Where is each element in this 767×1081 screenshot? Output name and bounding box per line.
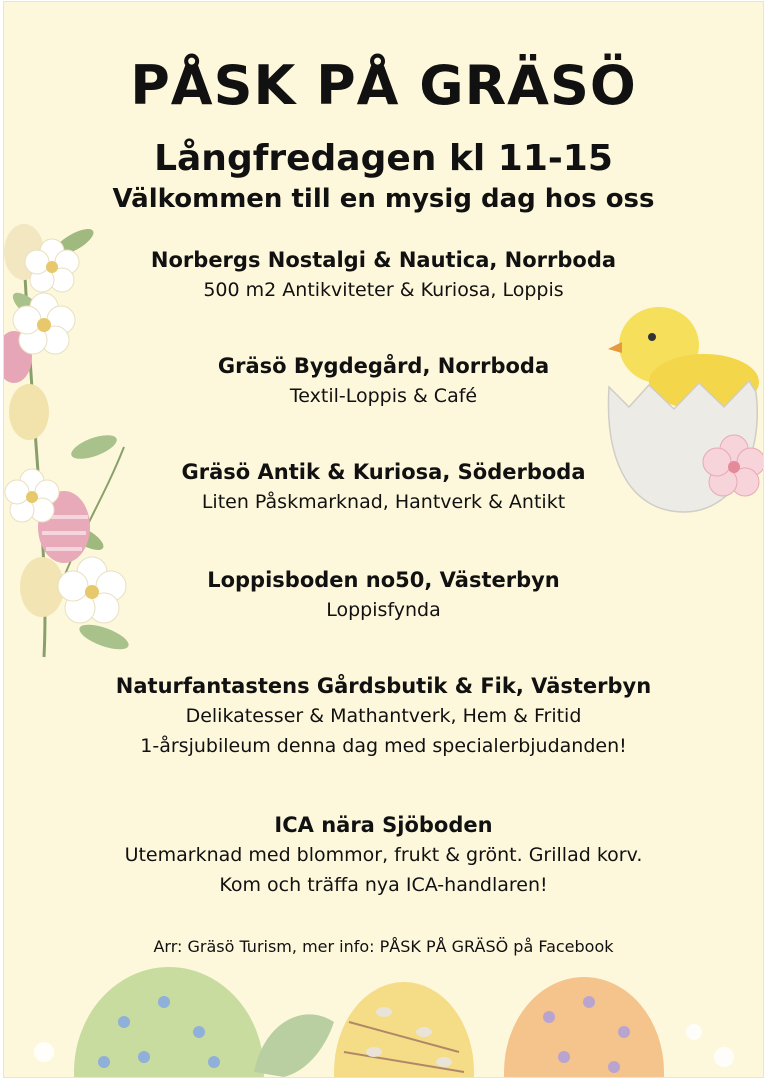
venue-name: Norbergs Nostalgi & Nautica, Norrboda — [150, 248, 617, 272]
egg-yellow-icon — [334, 982, 474, 1077]
venue-norbergs — [4, 245, 763, 305]
venue-name: Gräsö Bygdegård, Norrboda — [217, 354, 550, 378]
venue-naturfantasten — [4, 671, 763, 761]
venue-description: Loppisfynda — [326, 599, 441, 621]
easter-eggs-illustration — [4, 962, 763, 1077]
venue-description: Liten Påskmarknad, Hantverk & Antikt — [201, 491, 566, 513]
venue-bygdegard — [4, 351, 763, 411]
venue-name: ICA nära Sjöboden — [274, 813, 493, 837]
venue-description: Kom och träffa nya ICA-handlaren! — [219, 874, 548, 896]
poster-title: PÅSK PÅ GRÄSÖ — [130, 54, 637, 117]
venue-name: Naturfantastens Gårdsbutik & Fik, Västerbyn — [115, 674, 652, 698]
venue-antik-kuriosa — [4, 457, 763, 517]
organizer-footer: Arr: Gräsö Turism, mer info: PÅSK PÅ GRÄSÖ på Facebook — [153, 937, 614, 956]
welcome-tagline: Välkommen till en mysig dag hos oss — [112, 184, 655, 214]
easter-poster — [4, 2, 763, 1077]
venue-ica — [4, 810, 763, 900]
venue-description: Utemarknad med blommor, frukt & grönt. Grillad korv. — [124, 844, 643, 866]
venue-description: Textil-Loppis & Café — [289, 385, 478, 407]
egg-orange-icon — [504, 977, 664, 1077]
event-date-time: Långfredagen kl 11-15 — [154, 138, 613, 179]
egg-green-icon — [74, 967, 264, 1077]
venue-description: 500 m2 Antikviteter & Kuriosa, Loppis — [203, 279, 564, 301]
venue-name: Loppisboden no50, Västerbyn — [207, 568, 560, 592]
venue-loppisboden — [4, 565, 763, 625]
venue-description: Delikatesser & Mathantverk, Hem & Fritid — [185, 705, 582, 727]
venue-description: 1-årsjubileum denna dag med specialerbjudanden! — [140, 735, 627, 757]
venue-name: Gräsö Antik & Kuriosa, Söderboda — [181, 460, 586, 484]
